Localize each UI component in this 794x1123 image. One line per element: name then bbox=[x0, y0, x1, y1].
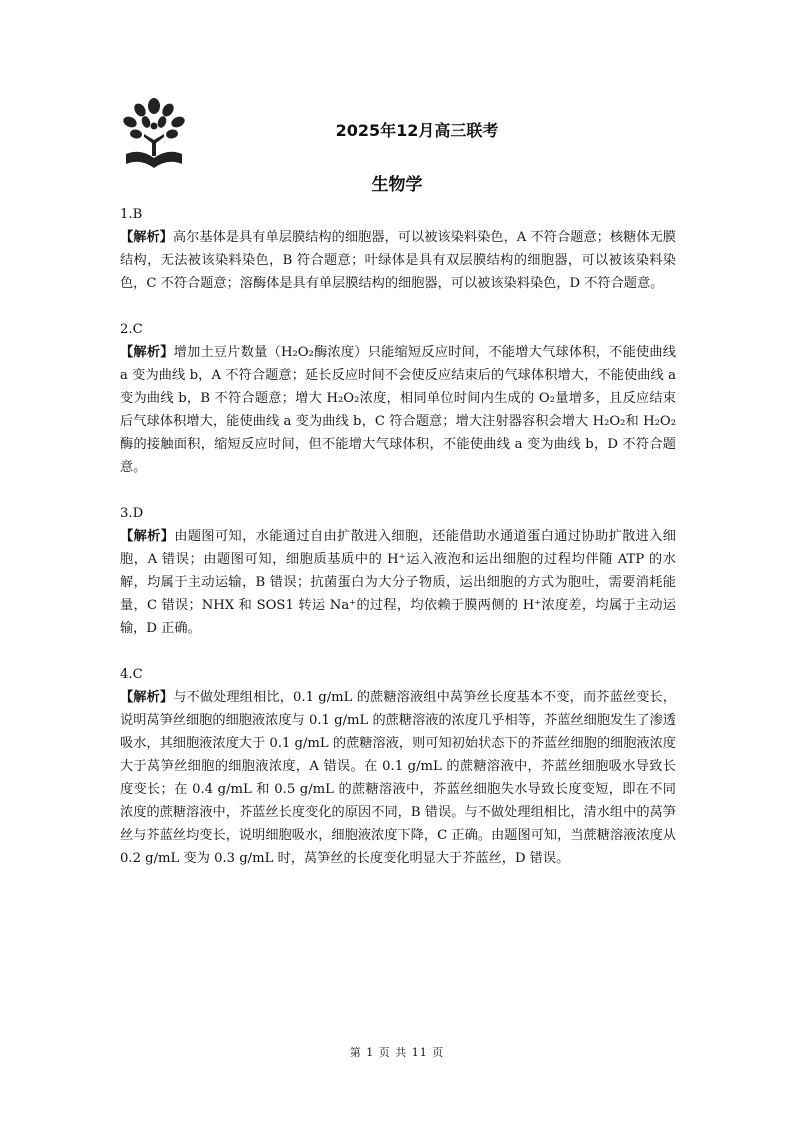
analysis-text: 高尔基体是具有单层膜结构的细胞器，可以被该染料染色，A 不符合题意；核糖体无膜结构，无法被该染料染色，B 符合题意；叶绿体是具有双层膜结构的细胞器，可以被该染料染色，C 不符合题意；溶酶体是具有单层膜结构的细胞器，可以被该染料染色，D 不符合题意。 bbox=[120, 230, 676, 291]
question-answer: 1.B bbox=[120, 207, 143, 222]
exam-title: 2025年12月高三联考 bbox=[335, 121, 499, 140]
analysis-paragraph bbox=[120, 525, 676, 640]
analysis-text: 由题图可知，水能通过自由扩散进入细胞，还能借助水通道蛋白通过协助扩散进入细胞，A 错误；由题图可知，细胞质基质中的 H⁺运入液泡和运出细胞的过程均伴随 ATP 的水解，均属于主动运输，B 错误；抗菌蛋白为大分子物质，运出细胞的方式为胞吐，需要消耗能量，C 错误；NHX 和 SOS1 转运 Na⁺的过程，均依赖于膜两侧的 H⁺浓度差，均属于主动运输，D 正确。 bbox=[120, 529, 676, 636]
answer-content bbox=[120, 203, 676, 893]
page-footer: 第 1 页 共 11 页 bbox=[349, 1046, 445, 1059]
analysis-text: 与不做处理组相比，0.1 g/mL 的蔗糖溶液组中莴笋丝长度基本不变，而芥蓝丝变长，说明莴笋丝细胞的细胞液浓度与 0.1 g/mL 的蔗糖溶液的浓度几乎相等，芥蓝丝细胞发生了渗透吸水，其细胞液浓度大于 0.1 g/mL 的蔗糖溶液，则可知初始状态下的芥蓝丝细胞的细胞液浓度大于莴笋丝细胞的细胞液浓度，A 错误。在 0.1 g/mL 的蔗糖溶液中，芥蓝丝细胞吸水导致长度变长；在 0.4 g/mL 和 0.5 g/mL 的蔗糖溶液中，芥蓝丝细胞失水导致长度变短，即在不同浓度的蔗糖溶液中，芥蓝丝长度变化的原因不同，B 错误。与不做处理组相比，清水组中的莴笋丝与芥蓝丝均变长，说明细胞吸水，细胞液浓度下降，C 正确。由题图可知，当蔗糖溶液浓度从 0.2 g/mL 变为 0.3 g/mL 时，莴笋丝的长度变化明显大于芥蓝丝，D 错误。 bbox=[120, 690, 676, 866]
question-block bbox=[120, 663, 676, 870]
analysis-label: 【解析】 bbox=[120, 345, 174, 360]
analysis-paragraph bbox=[120, 226, 676, 295]
question-answer: 4.C bbox=[120, 667, 143, 682]
analysis-label: 【解析】 bbox=[120, 529, 175, 544]
question-block bbox=[120, 318, 676, 479]
analysis-text: 增加土豆片数量（H₂O₂酶浓度）只能缩短反应时间，不能增大气球体积，不能使曲线 a 变为曲线 b，A 不符合题意；延长反应时间不会使反应结束后的气球体积增大，不能使曲线 a 变为曲线 b，B 不符合题意；增大 H₂O₂浓度，相同单位时间内生成的 O₂量增多，且反应结束后气球体积增大，能使曲线 a 变为曲线 b，C 符合题意；增大注射器容积会增大 H₂O₂和 H₂O₂酶的接触面积，缩短反应时间，但不能增大气球体积，不能使曲线 a 变为曲线 b，D 不符合题意。 bbox=[120, 345, 676, 475]
subject-title: 生物学 bbox=[371, 175, 423, 195]
question-answer: 2.C bbox=[120, 322, 143, 337]
analysis-paragraph bbox=[120, 341, 676, 479]
analysis-label: 【解析】 bbox=[120, 230, 173, 245]
analysis-label: 【解析】 bbox=[120, 690, 174, 705]
question-block bbox=[120, 502, 676, 640]
question-block bbox=[120, 203, 676, 295]
analysis-paragraph bbox=[120, 686, 676, 870]
question-answer: 3.D bbox=[120, 506, 144, 521]
